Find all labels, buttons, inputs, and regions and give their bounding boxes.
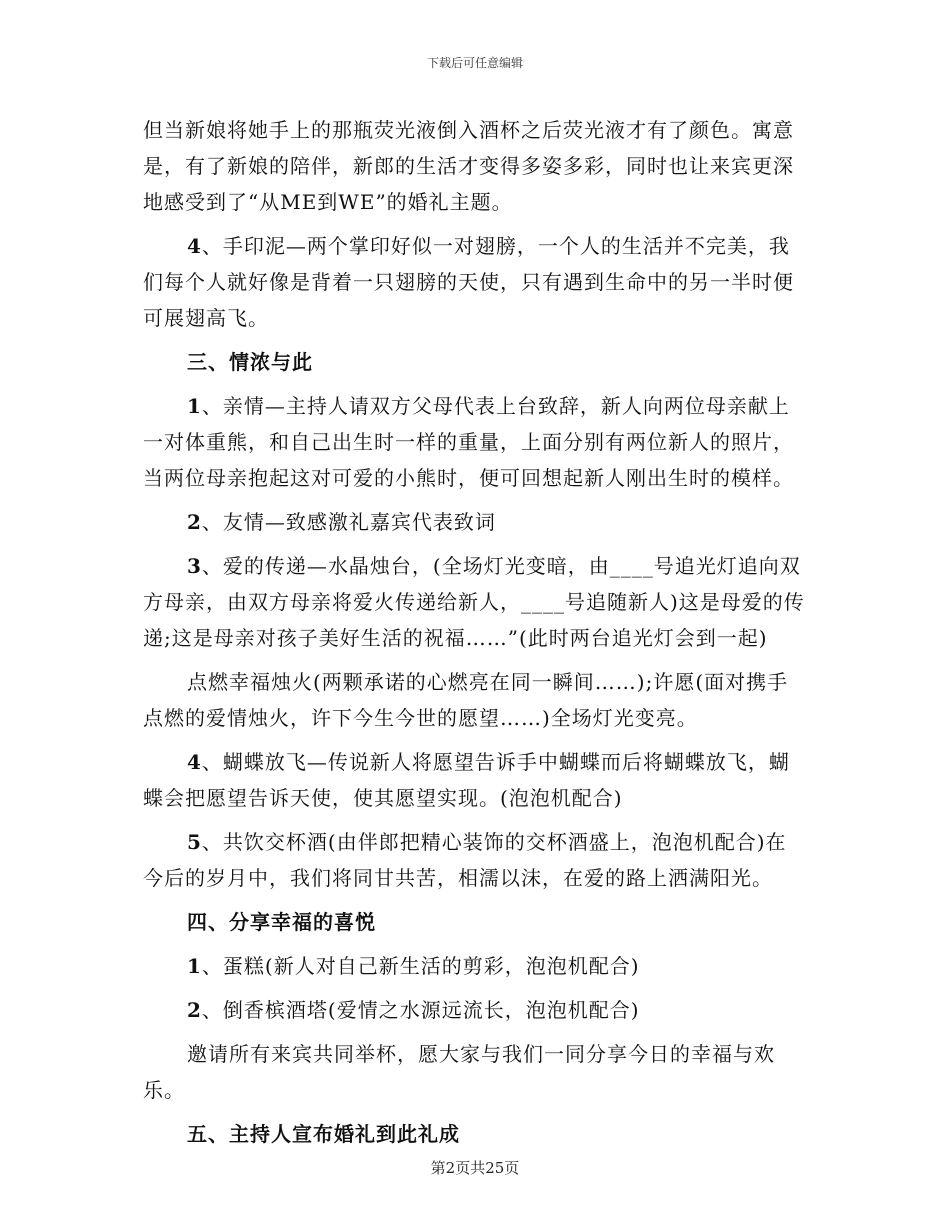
list-item [143, 992, 807, 1028]
section-heading: 三、情浓与此 [187, 350, 313, 374]
item-number: 2 [187, 998, 202, 1022]
item-number: 4 [187, 750, 202, 774]
item-number: 2 [187, 510, 202, 534]
list-item [143, 388, 807, 496]
section-heading: 五、主持人宣布婚礼到此礼成 [187, 1122, 460, 1146]
item-text: 、蝴蝶放飞—传说新人将愿望告诉手中蝴蝶而后将蝴蝶放飞，蝴蝶会把愿望告诉天使，使其愿望实现。(泡泡机配合) [143, 750, 790, 810]
list-item [143, 948, 807, 984]
list-item [143, 824, 807, 896]
list-item [143, 744, 807, 816]
item-number: 5 [187, 830, 202, 854]
item-text: 、蛋糕(新人对自己新生活的剪彩，泡泡机配合) [201, 954, 640, 978]
item-text: 、友情—致感激礼嘉宾代表致词 [201, 510, 496, 534]
list-item [143, 504, 807, 540]
list-item [143, 228, 807, 336]
item-number: 4 [187, 234, 202, 258]
section-heading: 四、分享幸福的喜悦 [187, 910, 376, 934]
document-body [143, 112, 807, 1160]
item-number: 3 [187, 554, 202, 578]
page-footer: 第2页共25页 [430, 1159, 520, 1177]
paragraph: 邀请所有来宾共同举杯，愿大家与我们一同分享今日的幸福与欢乐。 [143, 1042, 775, 1102]
paragraph: 点燃幸福烛火(两颗承诺的心燃亮在同一瞬间……);许愿(面对携手点燃的爱情烛火，许下今生今世的愿望……)全场灯光变亮。 [143, 670, 789, 730]
item-text: 、共饮交杯酒(由伴郎把精心装饰的交杯酒盛上，泡泡机配合)在今后的岁月中，我们将同甘共苦，相濡以沫，在爱的路上洒满阳光。 [143, 830, 787, 890]
list-item [143, 548, 807, 656]
page-header: 下载后可任意编辑 [426, 56, 523, 70]
item-number: 1 [187, 954, 202, 978]
item-text: 、亲情—主持人请双方父母代表上台致辞，新人向两位母亲献上一对体重熊，和自己出生时一样的重量，上面分别有两位新人的照片，当两位母亲抱起这对可爱的小熊时，便可回想起新人刚出生时的模样。 [143, 394, 794, 490]
paragraph: 但当新娘将她手上的那瓶荧光液倒入酒杯之后荧光液才有了颜色。寓意是，有了新娘的陪伴，新郎的生活才变得多姿多彩，同时也让来宾更深地感受到了“从ME到WE”的婚礼主题。 [143, 118, 794, 214]
item-text: 、手印泥—两个掌印好似一对翅膀，一个人的生活并不完美，我们每个人就好像是背着一只翅膀的天使，只有遇到生命中的另一半时便可展翅高飞。 [143, 234, 794, 330]
item-number: 1 [187, 394, 202, 418]
item-text: 、倒香槟酒塔(爱情之水源远流长，泡泡机配合) [201, 998, 640, 1022]
item-text: 、爱的传递—水晶烛台，(全场灯光变暗，由____号追光灯追向双方母亲，由双方母亲将爱火传递给新人，____号追随新人)这是母爱的传递;这是母亲对孩子美好生活的祝福……”(此时两台追光灯会到一起) [143, 554, 805, 650]
